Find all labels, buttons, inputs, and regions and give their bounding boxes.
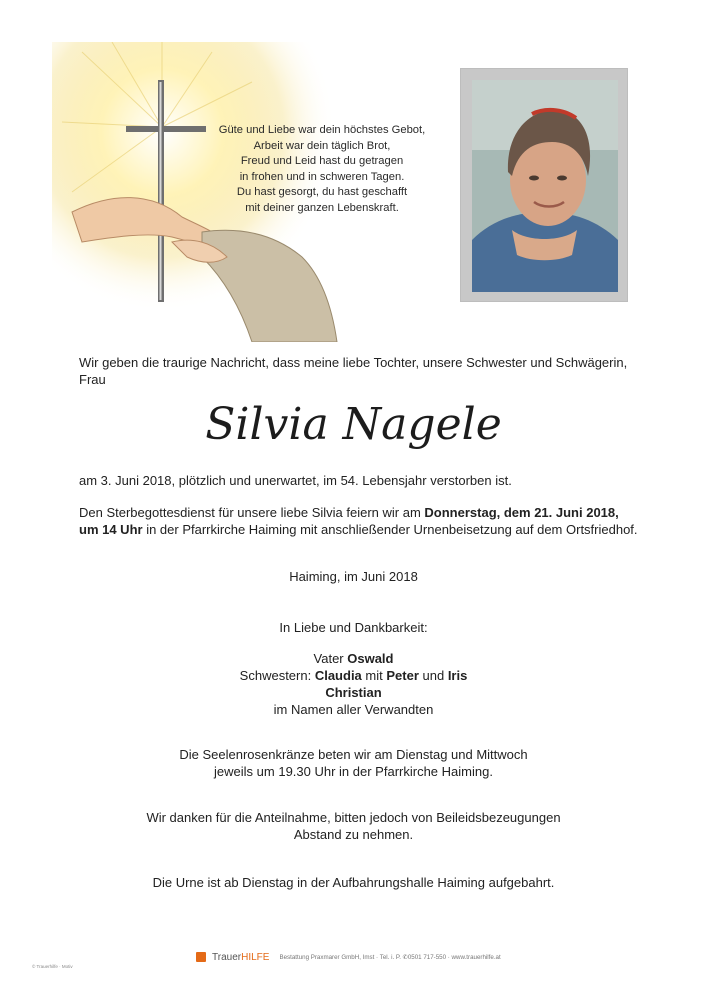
service-notice — [79, 504, 639, 538]
portrait-photo — [472, 80, 618, 292]
service-text-before: Den Sterbegottesdienst für unsere liebe Silvia feiern wir am — [79, 505, 425, 520]
family-list — [0, 650, 707, 718]
service-date: Donnerstag, dem 21. Juni 2018, um 14 Uhr — [79, 505, 619, 537]
thanks-notice — [0, 809, 707, 843]
sister-name: Iris — [447, 668, 468, 683]
family-sisters — [0, 667, 707, 684]
family-relatives: im Namen aller Verwandten — [273, 702, 434, 717]
with-word: mit — [361, 668, 387, 683]
and-word: und — [418, 668, 448, 683]
trauerhilfe-logo-icon — [196, 952, 206, 962]
rosary-notice — [0, 746, 707, 780]
portrait-frame — [460, 68, 628, 302]
thanks-line: Wir danken für die Anteilnahme, bitten jedoch von Beileidsbezeugungen — [146, 810, 561, 825]
urn-notice: Die Urne ist ab Dienstag in der Aufbahrungshalle Haiming aufgebahrt. — [152, 875, 555, 890]
father-name: Oswald — [347, 651, 394, 666]
family-partner — [0, 684, 707, 701]
poem-line: Güte und Liebe war dein höchstes Gebot, — [218, 124, 426, 136]
family-father — [0, 650, 707, 667]
service-text-after: in der Pfarrkirche Haiming mit anschließender Urnenbeisetzung auf dem Ortsfriedhof. — [142, 522, 638, 537]
intro-text: Wir geben die traurige Nachricht, dass meine liebe Tochter, unsere Schwester und Schwägerin, Frau — [79, 355, 628, 387]
love-gratitude: In Liebe und Dankbarkeit: — [279, 620, 428, 635]
trauerhilfe-logo — [212, 952, 269, 963]
portrait-icon — [472, 80, 618, 292]
sister-name: Claudia — [314, 668, 362, 683]
poem-line: Du hast gesorgt, du hast geschafft — [236, 186, 408, 199]
partner-name: Peter — [386, 668, 419, 683]
poem-line: mit deiner ganzen Lebenskraft. — [245, 201, 399, 214]
rosary-line: jeweils um 19.30 Uhr in der Pfarrkirche Haiming. — [214, 764, 493, 779]
footer — [196, 949, 501, 965]
poem-line: in frohen und in schweren Tagen. — [239, 170, 405, 183]
poem-line: Freud und Leid hast du getragen — [240, 155, 404, 168]
footer-contact: Bestattung Praxmarer GmbH, Imst · Tel. i. P. ✆0501 717-550 · www.trauerhilfe.at — [279, 953, 501, 961]
logo-word-a: Trauer — [212, 951, 242, 963]
sisters-label: Schwestern: — [239, 668, 315, 683]
death-notice: am 3. Juni 2018, plötzlich und unerwartet, im 54. Lebensjahr verstorben ist. — [79, 473, 512, 488]
place-date: Haiming, im Juni 2018 — [289, 569, 418, 584]
image-credit: © Trauerhilfe · Motiv — [32, 964, 73, 969]
logo-word-b: HILFE — [241, 951, 270, 963]
thanks-line: Abstand zu nehmen. — [293, 827, 414, 842]
rosary-line: Die Seelenrosenkränze beten wir am Dienstag und Mittwoch — [179, 747, 528, 762]
father-label: Vater — [313, 651, 348, 666]
poem — [212, 123, 432, 217]
poem-line: Arbeit war dein täglich Brot, — [253, 139, 391, 152]
deceased-name: Silvia Nagele — [205, 399, 502, 450]
partner-name: Christian — [325, 685, 382, 700]
